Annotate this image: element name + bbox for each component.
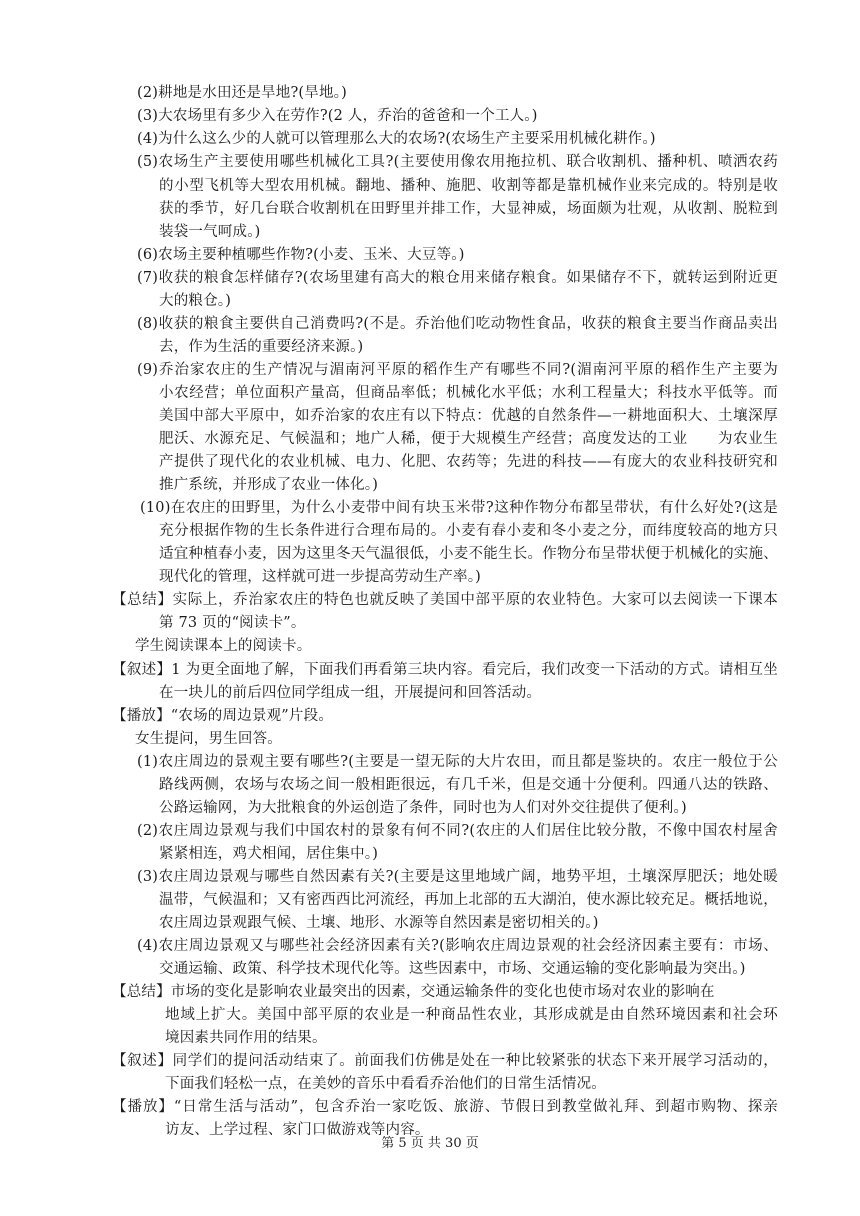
page-footer: 第 5 页 共 30 页 xyxy=(381,1136,479,1151)
text-line: 【总结】实际上，乔治家农庄的特色也就反映了美国中部平原的农业特色。大家可以去阅读一下课本 xyxy=(112,592,778,608)
text-line: 【叙述】1 为更全面地了解，下面我们再看第三块内容。看完后，我们改变一下活动的方式。请相互坐 xyxy=(112,662,778,678)
text-line: 农庄周边景观跟气候、土壤、地形、水源等自然因素是密切相关的。) xyxy=(159,915,599,931)
text-line: 公路运输网，为大批粮食的外运创造了条件，同时也为人们对外交往提供了便利。) xyxy=(159,800,687,816)
text-line: 第 73 页的“阅读卡”。 xyxy=(159,615,306,631)
text-line: 现代化的管理，这样就可进一步提高劳动生产率。) xyxy=(159,569,482,585)
text-line: 产提供了现代化的农业机械、电力、化肥、农药等；先进的科技——有庞大的农业科技研究和 xyxy=(159,454,778,470)
text-line: (3)农庄周边景观与哪些自然因素有关?(主要是这里地域广阔，地势平坦，土壤深厚肥沃；地处暖 xyxy=(137,869,778,885)
text-line: 大的粮仓。) xyxy=(159,293,232,309)
text-line: 在一块儿的前后四位同学组成一组，开展提问和回答活动。 xyxy=(159,685,542,701)
text-line: 境因素共同作用的结果。 xyxy=(165,1030,327,1046)
text-line: (3)大农场里有多少入在劳作?(2 人，乔治的爸爸和一个工人。) xyxy=(137,108,538,124)
text-line: 肥沃、水源充足、气候温和；地广人稀，便于大规模生产经营；高度发达的工业 为农业生 xyxy=(159,431,778,447)
text-line: (2)农庄周边景观与我们中国农村的景象有何不同?(农庄的人们居住比较分散，不像中国农村屋舍 xyxy=(137,823,778,839)
text-line: 【总结】市场的变化是影响农业最突出的因素，交通运输条件的变化也使市场对农业的影响在 xyxy=(112,984,715,1000)
text-line: 女生提问，男生回答。 xyxy=(135,731,282,747)
text-line: 【播放】“日常生活与活动”，包含乔治一家吃饭、旅游、节假日到教堂做礼拜、到超市购物、探亲 xyxy=(112,1099,778,1115)
text-line: (9)乔治家农庄的生产情况与湄南河平原的稻作生产有哪些不同?(湄南河平原的稻作生产主要为 xyxy=(137,362,778,378)
text-line: 适宜种植春小麦，因为这里冬天气温很低，小麦不能生长。作物分布呈带状便于机械化的实施、 xyxy=(159,546,778,562)
text-line: (8)收获的粮食主要供自己消费吗?(不是。乔治他们吃动物性食品，收获的粮食主要当作商品卖出 xyxy=(137,316,778,332)
text-line: 去，作为生活的重要经济来源。) xyxy=(159,339,364,355)
text-line: 温带，气候温和；又有密西西比河流经，再加上北部的五大湖泊，使水源比较充足。概括地说， xyxy=(159,892,778,908)
text-line: 美国中部大平原中，如乔治家的农庄有以下特点：优越的自然条件—一耕地面积大、土壤深厚 xyxy=(159,408,778,424)
text-line: 充分根据作物的生长条件进行合理布局的。小麦有春小麦和冬小麦之分，而纬度较高的地方只 xyxy=(159,523,778,539)
text-line: 的小型飞机等大型农用机械。翻地、播种、施肥、收割等都是靠机械作业来完成的。特别是收 xyxy=(159,178,778,194)
text-line: (10)在农庄的田野里，为什么小麦带中间有块玉米带?这种作物分布都呈带状，有什么好处?(这是 xyxy=(140,500,778,516)
text-line: (6)农场主要种植哪些作物?(小麦、玉米、大豆等。) xyxy=(137,247,465,263)
text-line: (4)为什么这么少的人就可以管理那么大的农场?(农场生产主要采用机械化耕作。) xyxy=(137,131,656,147)
text-line: 【叙述】同学们的提问活动结束了。前面我们仿佛是处在一种比较紧张的状态下来开展学习活动的， xyxy=(112,1053,778,1069)
text-line: 小农经营；单位面积产量高，但商品率低；机械化水平低；水利工程量大；科技水平低等。而 xyxy=(159,385,778,401)
text-line: 下面我们轻松一点，在美妙的音乐中看看乔治他们的日常生活情况。 xyxy=(165,1076,606,1092)
text-line: 路线两侧，农场与农场之间一般相距很远，有几千米，但是交通十分便利。四通八达的铁路、 xyxy=(159,777,778,793)
text-line: (5)农场生产主要使用哪些机械化工具?(主要使用像农用拖拉机、联合收割机、播种机、喷洒农药 xyxy=(137,154,778,170)
text-line: 装袋一气呵成。) xyxy=(159,224,261,240)
text-line: (7)收获的粮食怎样储存?(农场里建有高大的粮仓用来储存粮食。如果储存不下，就转运到附近更 xyxy=(137,270,778,286)
text-line: 交通运输、政策、科学技术现代化等。这些因素中，市场、交通运输的变化影响最为突出。) xyxy=(159,961,746,977)
text-line: 地域上扩大。美国中部平原的农业是一种商品性农业，其形成就是由自然环境因素和社会环 xyxy=(165,1007,778,1023)
text-line: 紧紧相连，鸡犬相闻，居住集中。) xyxy=(159,846,379,862)
text-line: 学生阅读课本上的阅读卡。 xyxy=(135,638,312,654)
text-line: 获的季节，好几台联合收割机在田野里并排工作，大显神威，场面颇为壮观，从收割、脱粒到 xyxy=(159,201,778,217)
text-line: 【播放】“农场的周边景观”片段。 xyxy=(112,708,334,724)
text-line: 访友、上学过程、家门口做游戏等内容。 xyxy=(165,1122,430,1138)
text-line: (2)耕地是水田还是旱地?(旱地。) xyxy=(137,85,347,101)
text-line: (1)农庄周边的景观主要有哪些?(主要是一望无际的大片农田，而且都是鉴块的。农庄一般位于公 xyxy=(137,754,778,770)
text-line: (4)农庄周边景观又与哪些社会经济因素有关?(影响农庄周边景观的社会经济因素主要有：市场、 xyxy=(137,938,778,954)
text-line: 推广系统，并形成了农业一体化。) xyxy=(159,477,379,493)
